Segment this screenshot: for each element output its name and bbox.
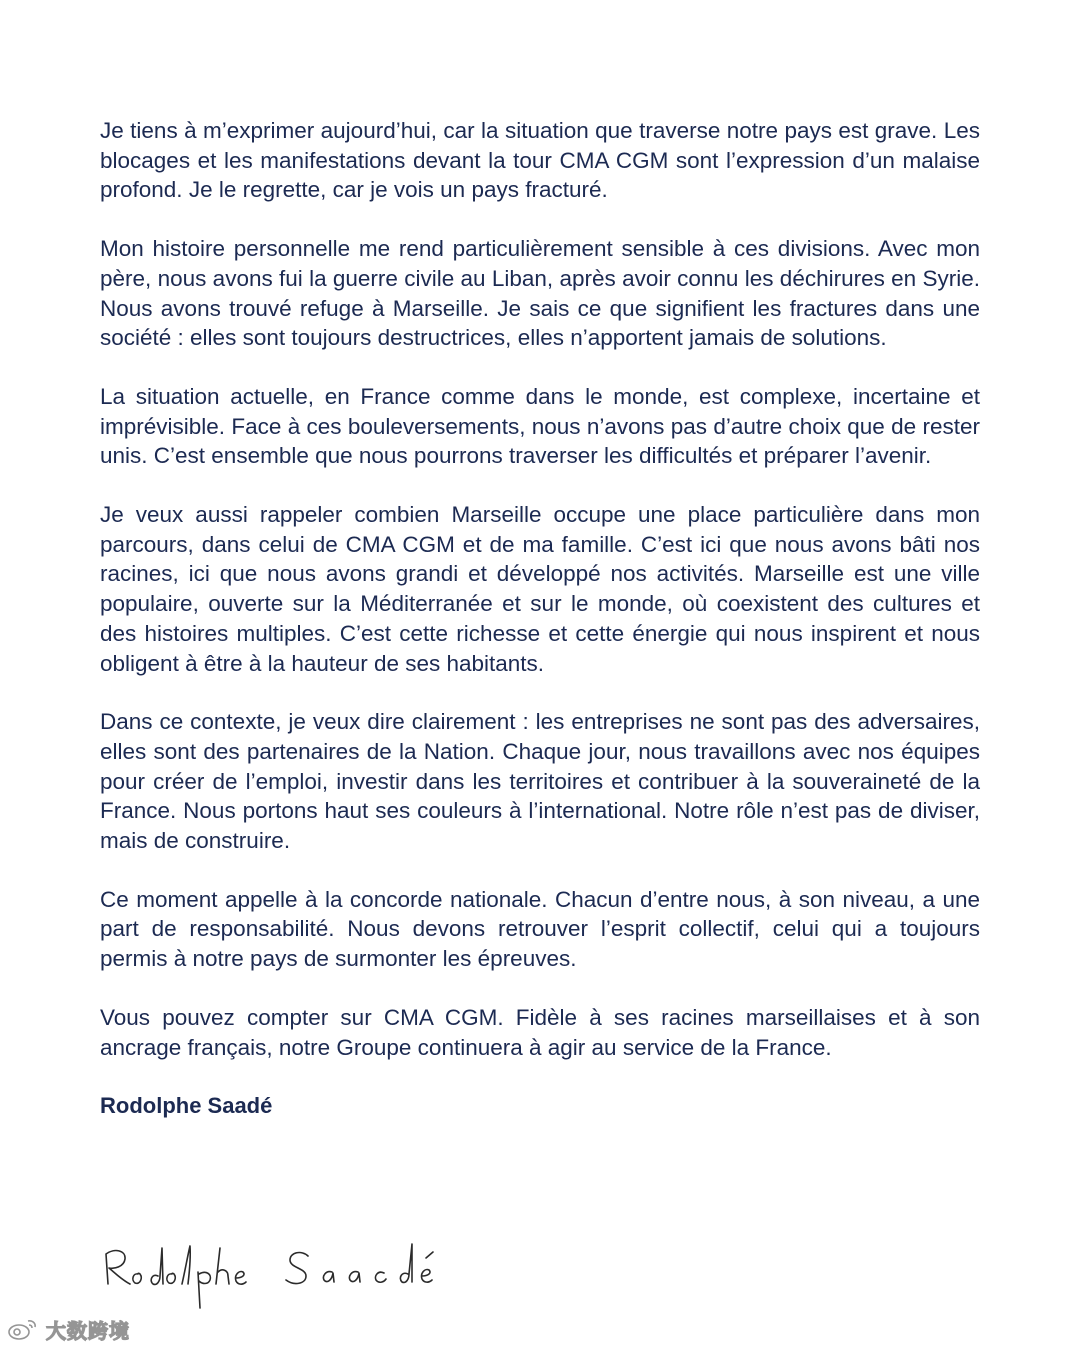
paragraph-5: Dans ce contexte, je veux dire clairement : les entreprises ne sont pas des adversaires, elles sont des partenaires de la Nation. Chaque jour, nous travaillons avec nos équipes pour créer de l’emploi, investir dans les territoires et contribuer à la souveraineté de la France. Nous portons haut ses couleurs à l’international. Notre rôle n’est pas de diviser, mais de construire.	[100, 709, 980, 854]
paragraph-6: Ce moment appelle à la concorde nationale. Chacun d’entre nous, à son niveau, a une part de responsabilité. Nous devons retrouver l’esprit collectif, celui qui a toujours permis à notre pays de surmonter les épreuves.	[100, 886, 980, 972]
paragraph-3: La situation actuelle, en France comme dans le monde, est complexe, incertaine et imprévisible. Face à ces bouleversements, nous n’avons pas d’autre choix que de rester unis. C’est ensemble que nous pourrons traverser les difficultés et préparer l’avenir.	[100, 383, 980, 469]
paragraph-7: Vous pouvez compter sur CMA CGM. Fidèle à ses racines marseillaises et à son ancrage français, notre Groupe continuera à agir au service de la France.	[100, 1004, 980, 1060]
paragraph-1: Je tiens à m’exprimer aujourd’hui, car la situation que traverse notre pays est grave. Les blocages et les manifestations devant la tour CMA CGM sont l’expression d’un malaise profond. Je le regrette, car je vois un pays fracturé.	[100, 118, 980, 203]
watermark	[6, 1314, 130, 1344]
author-name: Rodolphe Saadé	[100, 1093, 273, 1119]
paragraph-2: Mon histoire personnelle me rend particulièrement sensible à ces divisions. Avec mon père, nous avons fui la guerre civile au Liban, après avoir connu les déchirures en Syrie. Nous avons trouvé refuge à Marseille. Je sais ce que signifient les fractures dans une société : elles sont toujours destructrices, elles n’apportent jamais de solutions.	[100, 236, 980, 351]
watermark-text: 大数跨境	[46, 1318, 130, 1343]
letter-body	[100, 116, 980, 1121]
handwritten-signature	[100, 1226, 460, 1316]
paragraph-4: Je veux aussi rappeler combien Marseille occupe une place particulière dans mon parcours, dans celui de CMA CGM et de ma famille. C’est ici que nous avons bâti nos racines, ici que nous avons grandi et développé nos activités. Marseille est une ville populaire, ouverte sur la Méditerranée et sur le monde, où coexistent des cultures et des histoires multiples. C’est cette richesse et cette énergie qui nous inspirent et nous obligent à être à la hauteur de ses habitants.	[100, 502, 980, 676]
weibo-logo-icon	[6, 1316, 40, 1342]
